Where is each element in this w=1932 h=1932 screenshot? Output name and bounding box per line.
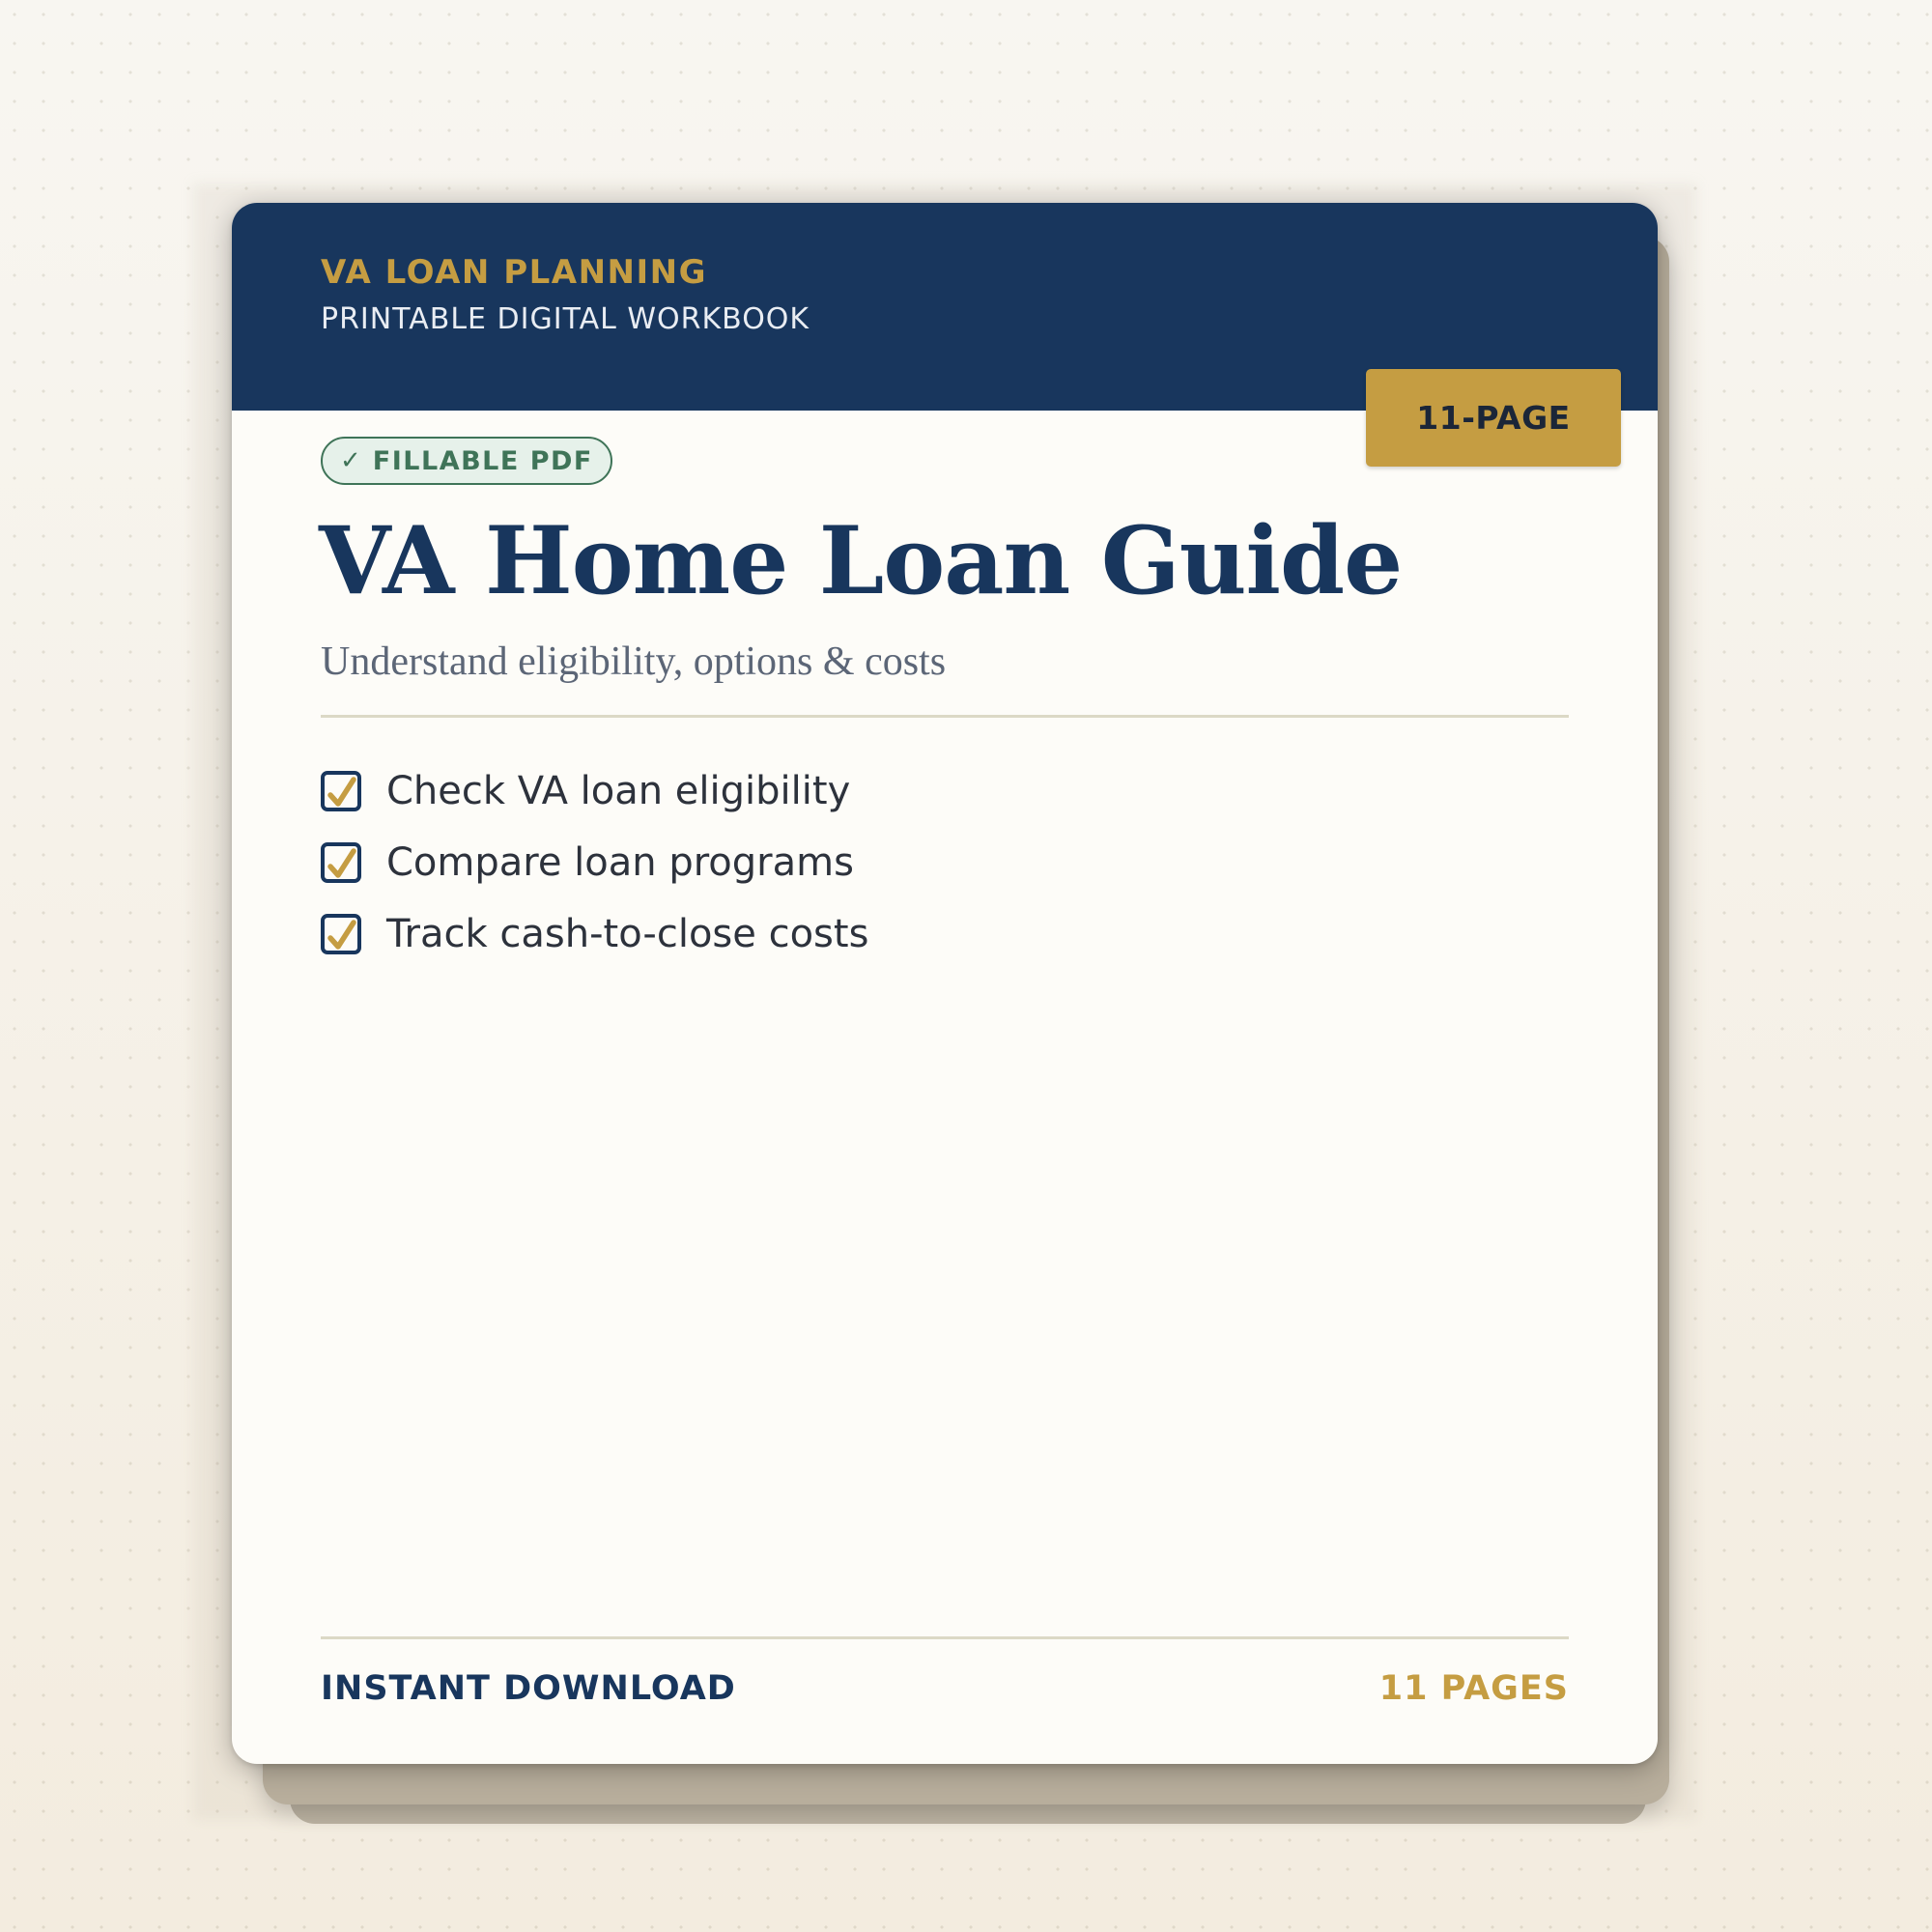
- divider-bottom: [321, 1636, 1569, 1639]
- divider-top: [321, 715, 1569, 718]
- list-item: [321, 755, 868, 827]
- list-item: [321, 827, 868, 898]
- page-count-label: 11 PAGES: [1378, 1669, 1569, 1708]
- checkbox-checked-icon: [321, 842, 361, 883]
- feature-checklist: [321, 755, 868, 970]
- checklist-label: Track cash-to-close costs: [386, 912, 869, 956]
- workbook-cover-card: [232, 203, 1658, 1764]
- instant-download-label: INSTANT DOWNLOAD: [321, 1669, 736, 1708]
- brand-kicker: VA LOAN PLANNING: [321, 253, 708, 292]
- brand-subtitle: PRINTABLE DIGITAL WORKBOOK: [321, 302, 810, 336]
- cover-title: VA Home Loan Guide: [319, 506, 1403, 615]
- list-item: [321, 898, 868, 970]
- page-count-tag: 11-PAGE: [1366, 369, 1621, 467]
- checklist-label: Check VA loan eligibility: [386, 769, 851, 813]
- checklist-label: Compare loan programs: [386, 840, 854, 885]
- fillable-pdf-badge: [321, 437, 612, 485]
- checkbox-checked-icon: [321, 771, 361, 811]
- checkbox-checked-icon: [321, 914, 361, 954]
- badge-label: FILLABLE PDF: [372, 445, 593, 476]
- cover-subtitle: Understand eligibility, options & costs: [321, 639, 947, 684]
- check-icon: ✓: [340, 446, 361, 475]
